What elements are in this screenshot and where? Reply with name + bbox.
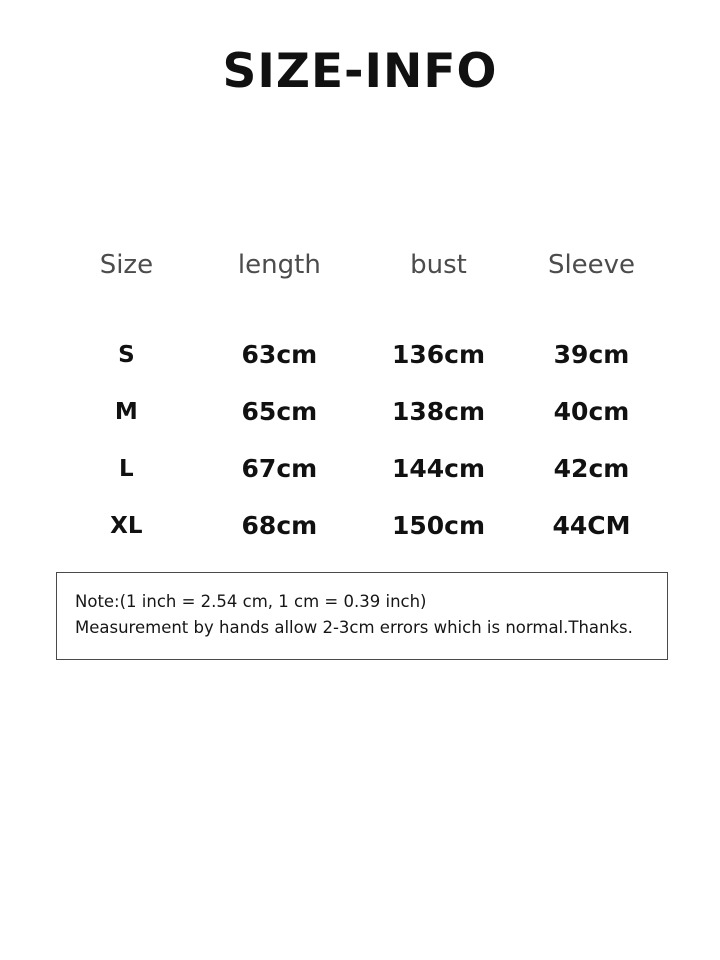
table-row <box>56 326 668 383</box>
size-table <box>56 250 668 554</box>
note-line-measurement: Measurement by hands allow 2-3cm errors which is normal.Thanks. <box>75 618 633 637</box>
cell-bust: 136cm <box>391 340 486 369</box>
table-row <box>56 497 668 554</box>
cell-size: L <box>119 455 134 482</box>
table-row <box>56 383 668 440</box>
cell-size: XL <box>110 512 143 539</box>
cell-length: 65cm <box>241 397 318 426</box>
column-header-size: Size <box>99 250 154 280</box>
column-header-bust: bust <box>410 250 467 280</box>
note-box <box>56 572 668 660</box>
column-header-sleeve: Sleeve <box>547 250 636 280</box>
cell-sleeve: 42cm <box>553 454 630 483</box>
note-line-conversion: Note:(1 inch = 2.54 cm, 1 cm = 0.39 inch) <box>75 592 427 611</box>
cell-length: 63cm <box>241 340 318 369</box>
size-table-container <box>56 250 668 554</box>
cell-length: 67cm <box>241 454 318 483</box>
table-body <box>56 326 668 554</box>
cell-size: M <box>114 398 138 425</box>
table-header-row <box>56 250 668 326</box>
table-header <box>56 250 668 326</box>
cell-sleeve: 39cm <box>553 340 630 369</box>
table-row <box>56 440 668 497</box>
cell-bust: 144cm <box>391 454 486 483</box>
cell-size: S <box>118 341 135 368</box>
page-title: SIZE-INFO <box>222 44 498 99</box>
cell-sleeve: 44CM <box>552 511 631 540</box>
cell-sleeve: 40cm <box>553 397 630 426</box>
cell-bust: 150cm <box>391 511 486 540</box>
cell-bust: 138cm <box>391 397 486 426</box>
column-header-length: length <box>237 250 321 280</box>
cell-length: 68cm <box>241 511 318 540</box>
